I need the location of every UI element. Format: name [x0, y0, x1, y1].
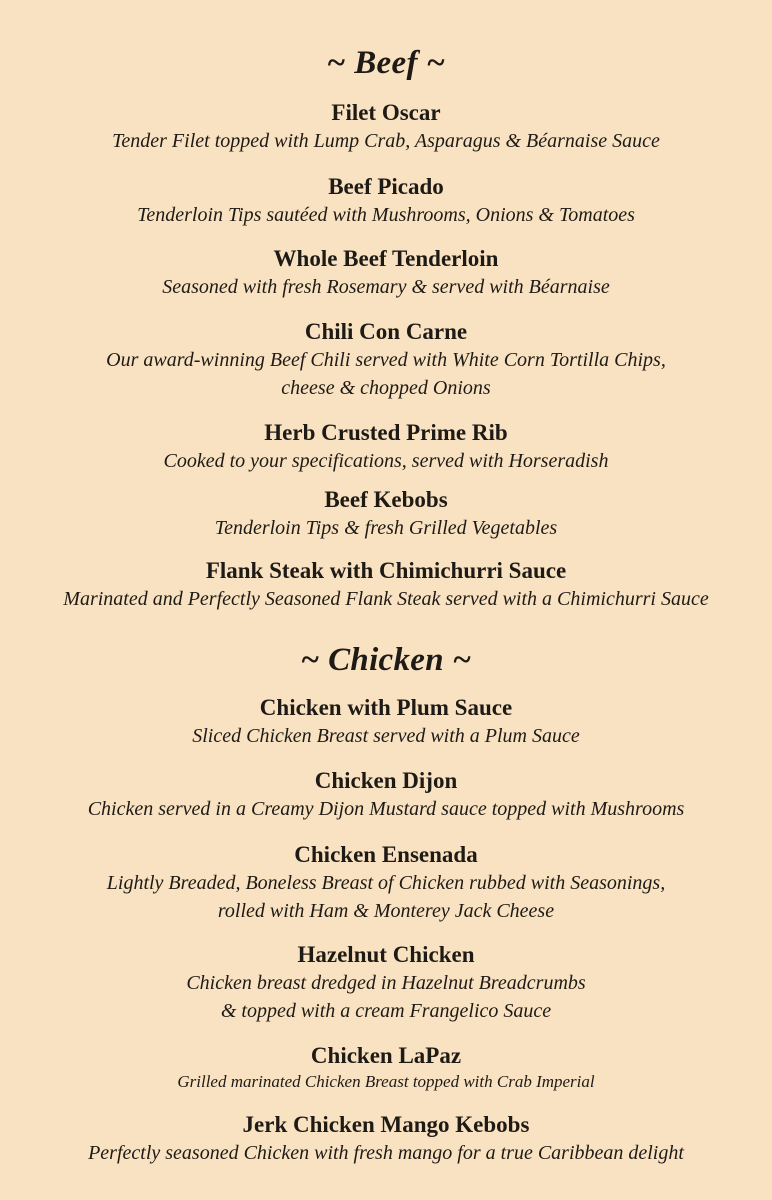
- item-description: Marinated and Perfectly Seasoned Flank Steak served with a Chimichurri Sauce: [63, 588, 709, 610]
- menu-item-chili-con-carne: [0, 318, 772, 402]
- menu-item-jerk-chicken-mango-kebobs: [0, 1111, 772, 1167]
- menu-item-beef-kebobs: [0, 486, 772, 542]
- section-title-chicken: ~ Chicken ~: [300, 642, 472, 678]
- item-name: Jerk Chicken Mango Kebobs: [242, 1112, 530, 1137]
- item-description-line-2: & topped with a cream Frangelico Sauce: [220, 1000, 552, 1022]
- item-name: Beef Kebobs: [324, 487, 448, 512]
- item-name: Chicken Ensenada: [294, 842, 478, 867]
- item-name: Chicken with Plum Sauce: [259, 695, 513, 720]
- menu-item-chicken-ensenada: [0, 841, 772, 925]
- menu-item-flank-steak: [0, 557, 772, 613]
- item-description: Chicken breast dredged in Hazelnut Breadcrumbs: [186, 972, 586, 994]
- item-name: Herb Crusted Prime Rib: [264, 420, 508, 445]
- item-name: Whole Beef Tenderloin: [273, 246, 499, 271]
- section-title-beef: ~ Beef ~: [326, 45, 446, 81]
- menu-item-chicken-dijon: [0, 767, 772, 823]
- item-description-line-2: cheese & chopped Onions: [281, 377, 491, 399]
- item-description: Grilled marinated Chicken Breast topped with Crab Imperial: [177, 1072, 595, 1091]
- item-description: Seasoned with fresh Rosemary & served with Béarnaise: [162, 276, 610, 298]
- menu-item-hazelnut-chicken: [0, 941, 772, 1025]
- item-name: Chicken Dijon: [314, 768, 458, 793]
- item-description-line-2: rolled with Ham & Monterey Jack Cheese: [217, 900, 555, 922]
- item-name: Beef Picado: [328, 174, 444, 199]
- item-description: Chicken served in a Creamy Dijon Mustard sauce topped with Mushrooms: [87, 798, 685, 820]
- item-description: Cooked to your specifications, served with Horseradish: [163, 450, 609, 472]
- item-description: Our award-winning Beef Chili served with White Corn Tortilla Chips,: [106, 349, 666, 371]
- item-name: Chili Con Carne: [304, 319, 468, 344]
- item-description: Tender Filet topped with Lump Crab, Asparagus & Béarnaise Sauce: [112, 130, 660, 152]
- item-name: Flank Steak with Chimichurri Sauce: [205, 558, 567, 583]
- menu-item-filet-oscar: [0, 99, 772, 155]
- item-name: Filet Oscar: [331, 100, 441, 125]
- item-description: Sliced Chicken Breast served with a Plum Sauce: [192, 725, 580, 747]
- menu-item-beef-picado: [0, 173, 772, 229]
- menu-item-whole-beef-tenderloin: [0, 245, 772, 301]
- item-description: Tenderloin Tips & fresh Grilled Vegetables: [214, 517, 558, 539]
- item-name: Chicken LaPaz: [310, 1043, 462, 1068]
- menu-item-herb-crusted-prime-rib: [0, 419, 772, 475]
- menu-item-chicken-lapaz: [0, 1042, 772, 1094]
- item-name: Hazelnut Chicken: [297, 942, 475, 967]
- item-description: Perfectly seasoned Chicken with fresh mango for a true Caribbean delight: [88, 1142, 684, 1164]
- menu-item-chicken-plum-sauce: [0, 694, 772, 750]
- item-description: Tenderloin Tips sautéed with Mushrooms, Onions & Tomatoes: [137, 204, 635, 226]
- item-description: Lightly Breaded, Boneless Breast of Chicken rubbed with Seasonings,: [106, 872, 666, 894]
